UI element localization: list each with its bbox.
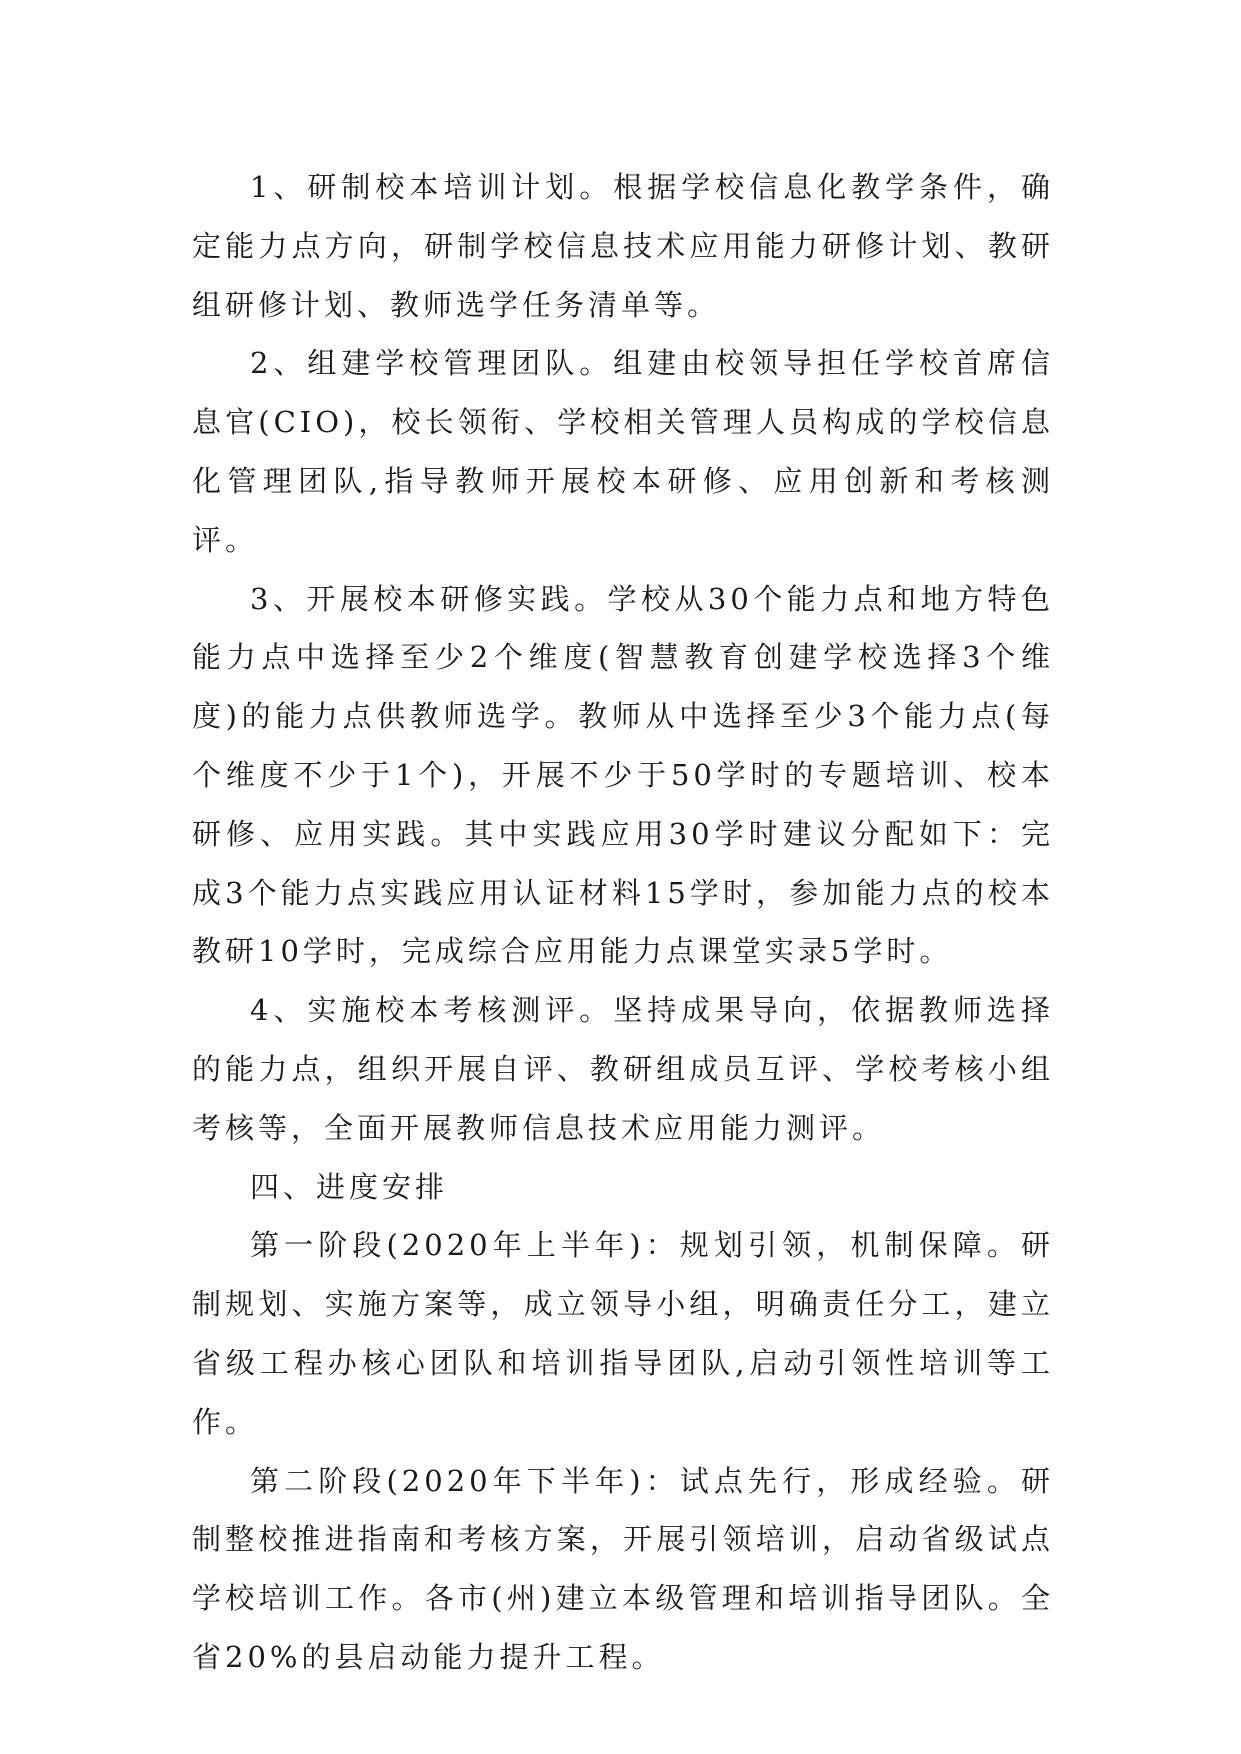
section-heading: 四、进度安排 xyxy=(250,1169,449,1204)
paragraph-item-4: 4、实施校本考核测评。坚持成果导向，依据教师选择的能力点，组织开展自评、教研组成员互评、学校考核小组考核等，全面开展教师信息技术应用能力测评。 xyxy=(192,993,1054,1145)
paragraph-item-2: 2、组建学校管理团队。组建由校领导担任学校首席信息官(CIO)，校长领衔、学校相关管理人员构成的学校信息化管理团队,指导教师开展校本研修、应用创新和考核测评。 xyxy=(192,346,1054,557)
paragraph-stage-1: 第一阶段(2020年上半年)：规划引领，机制保障。研制规划、实施方案等，成立领导小组，明确责任分工，建立省级工程办核心团队和培训指导团队,启动引领性培训等工作。 xyxy=(192,1228,1054,1439)
paragraph-item-1: 1、研制校本培训计划。根据学校信息化教学条件，确定能力点方向，研制学校信息技术应用能力研修计划、教研组研修计划、教师选学任务清单等。 xyxy=(192,170,1054,322)
paragraph-stage-2: 第二阶段(2020年下半年)：试点先行，形成经验。研制整校推进指南和考核方案，开展引领培训，启动省级试点学校培训工作。各市(州)建立本级管理和培训指导团队。全省20%的县启动能力提升工程。 xyxy=(192,1463,1054,1674)
paragraph-item-3: 3、开展校本研修实践。学校从30个能力点和地方特色能力点中选择至少2个维度(智慧教育创建学校选择3个维度)的能力点供教师选学。教师从中选择至少3个能力点(每个维度不少于1个)，开展不少于50学时的专题培训、校本研修、应用实践。其中实践应用30学时建议分配如下：完成3个能力点实践应用认证材料15学时，参加能力点的校本教研10学时，完成综合应用能力点课堂实录5学时。 xyxy=(192,581,1054,969)
document-body xyxy=(192,158,1054,1687)
